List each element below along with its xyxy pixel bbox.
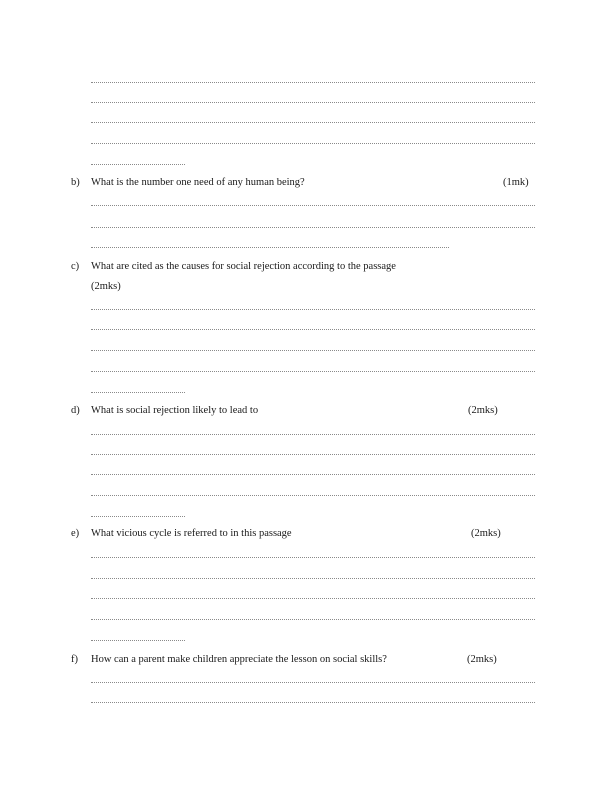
answer-line[interactable] — [91, 102, 535, 103]
question-text: What is social rejection likely to lead to — [91, 405, 259, 416]
question-label: f) — [71, 654, 78, 665]
question-text: What is the number one need of any human being? — [91, 177, 305, 188]
answer-line[interactable] — [91, 682, 535, 683]
question-label: c) — [71, 261, 80, 272]
answer-line[interactable] — [91, 702, 535, 703]
answer-line[interactable] — [91, 392, 185, 393]
answer-line[interactable] — [91, 495, 535, 496]
question-text: What vicious cycle is referred to in this passage — [91, 528, 292, 539]
question-text: How can a parent make children appreciate the lesson on social skills? — [91, 654, 387, 665]
question-marks: (2mks) — [467, 654, 497, 665]
answer-line[interactable] — [91, 640, 185, 641]
answer-line[interactable] — [91, 578, 535, 579]
question-label: d) — [71, 405, 80, 416]
answer-line[interactable] — [91, 143, 535, 144]
answer-line[interactable] — [91, 122, 535, 123]
question-text: What are cited as the causes for social rejection according to the passage — [91, 261, 396, 272]
answer-line[interactable] — [91, 516, 185, 517]
answer-line[interactable] — [91, 474, 535, 475]
question-label: b) — [71, 177, 80, 188]
answer-line[interactable] — [91, 350, 535, 351]
answer-line[interactable] — [91, 454, 535, 455]
answer-line[interactable] — [91, 205, 535, 206]
answer-line[interactable] — [91, 371, 535, 372]
question-marks: (2mks) — [471, 528, 501, 539]
answer-line[interactable] — [91, 164, 185, 165]
answer-line[interactable] — [91, 557, 535, 558]
answer-line[interactable] — [91, 227, 535, 228]
question-label: e) — [71, 528, 80, 539]
answer-line[interactable] — [91, 434, 535, 435]
question-marks: (1mk) — [503, 177, 529, 188]
answer-line[interactable] — [91, 619, 535, 620]
question-marks: (2mks) — [468, 405, 498, 416]
answer-line[interactable] — [91, 82, 535, 83]
question-marks: (2mks) — [91, 281, 121, 292]
answer-line[interactable] — [91, 247, 449, 248]
answer-line[interactable] — [91, 598, 535, 599]
answer-line[interactable] — [91, 329, 535, 330]
answer-line[interactable] — [91, 309, 535, 310]
